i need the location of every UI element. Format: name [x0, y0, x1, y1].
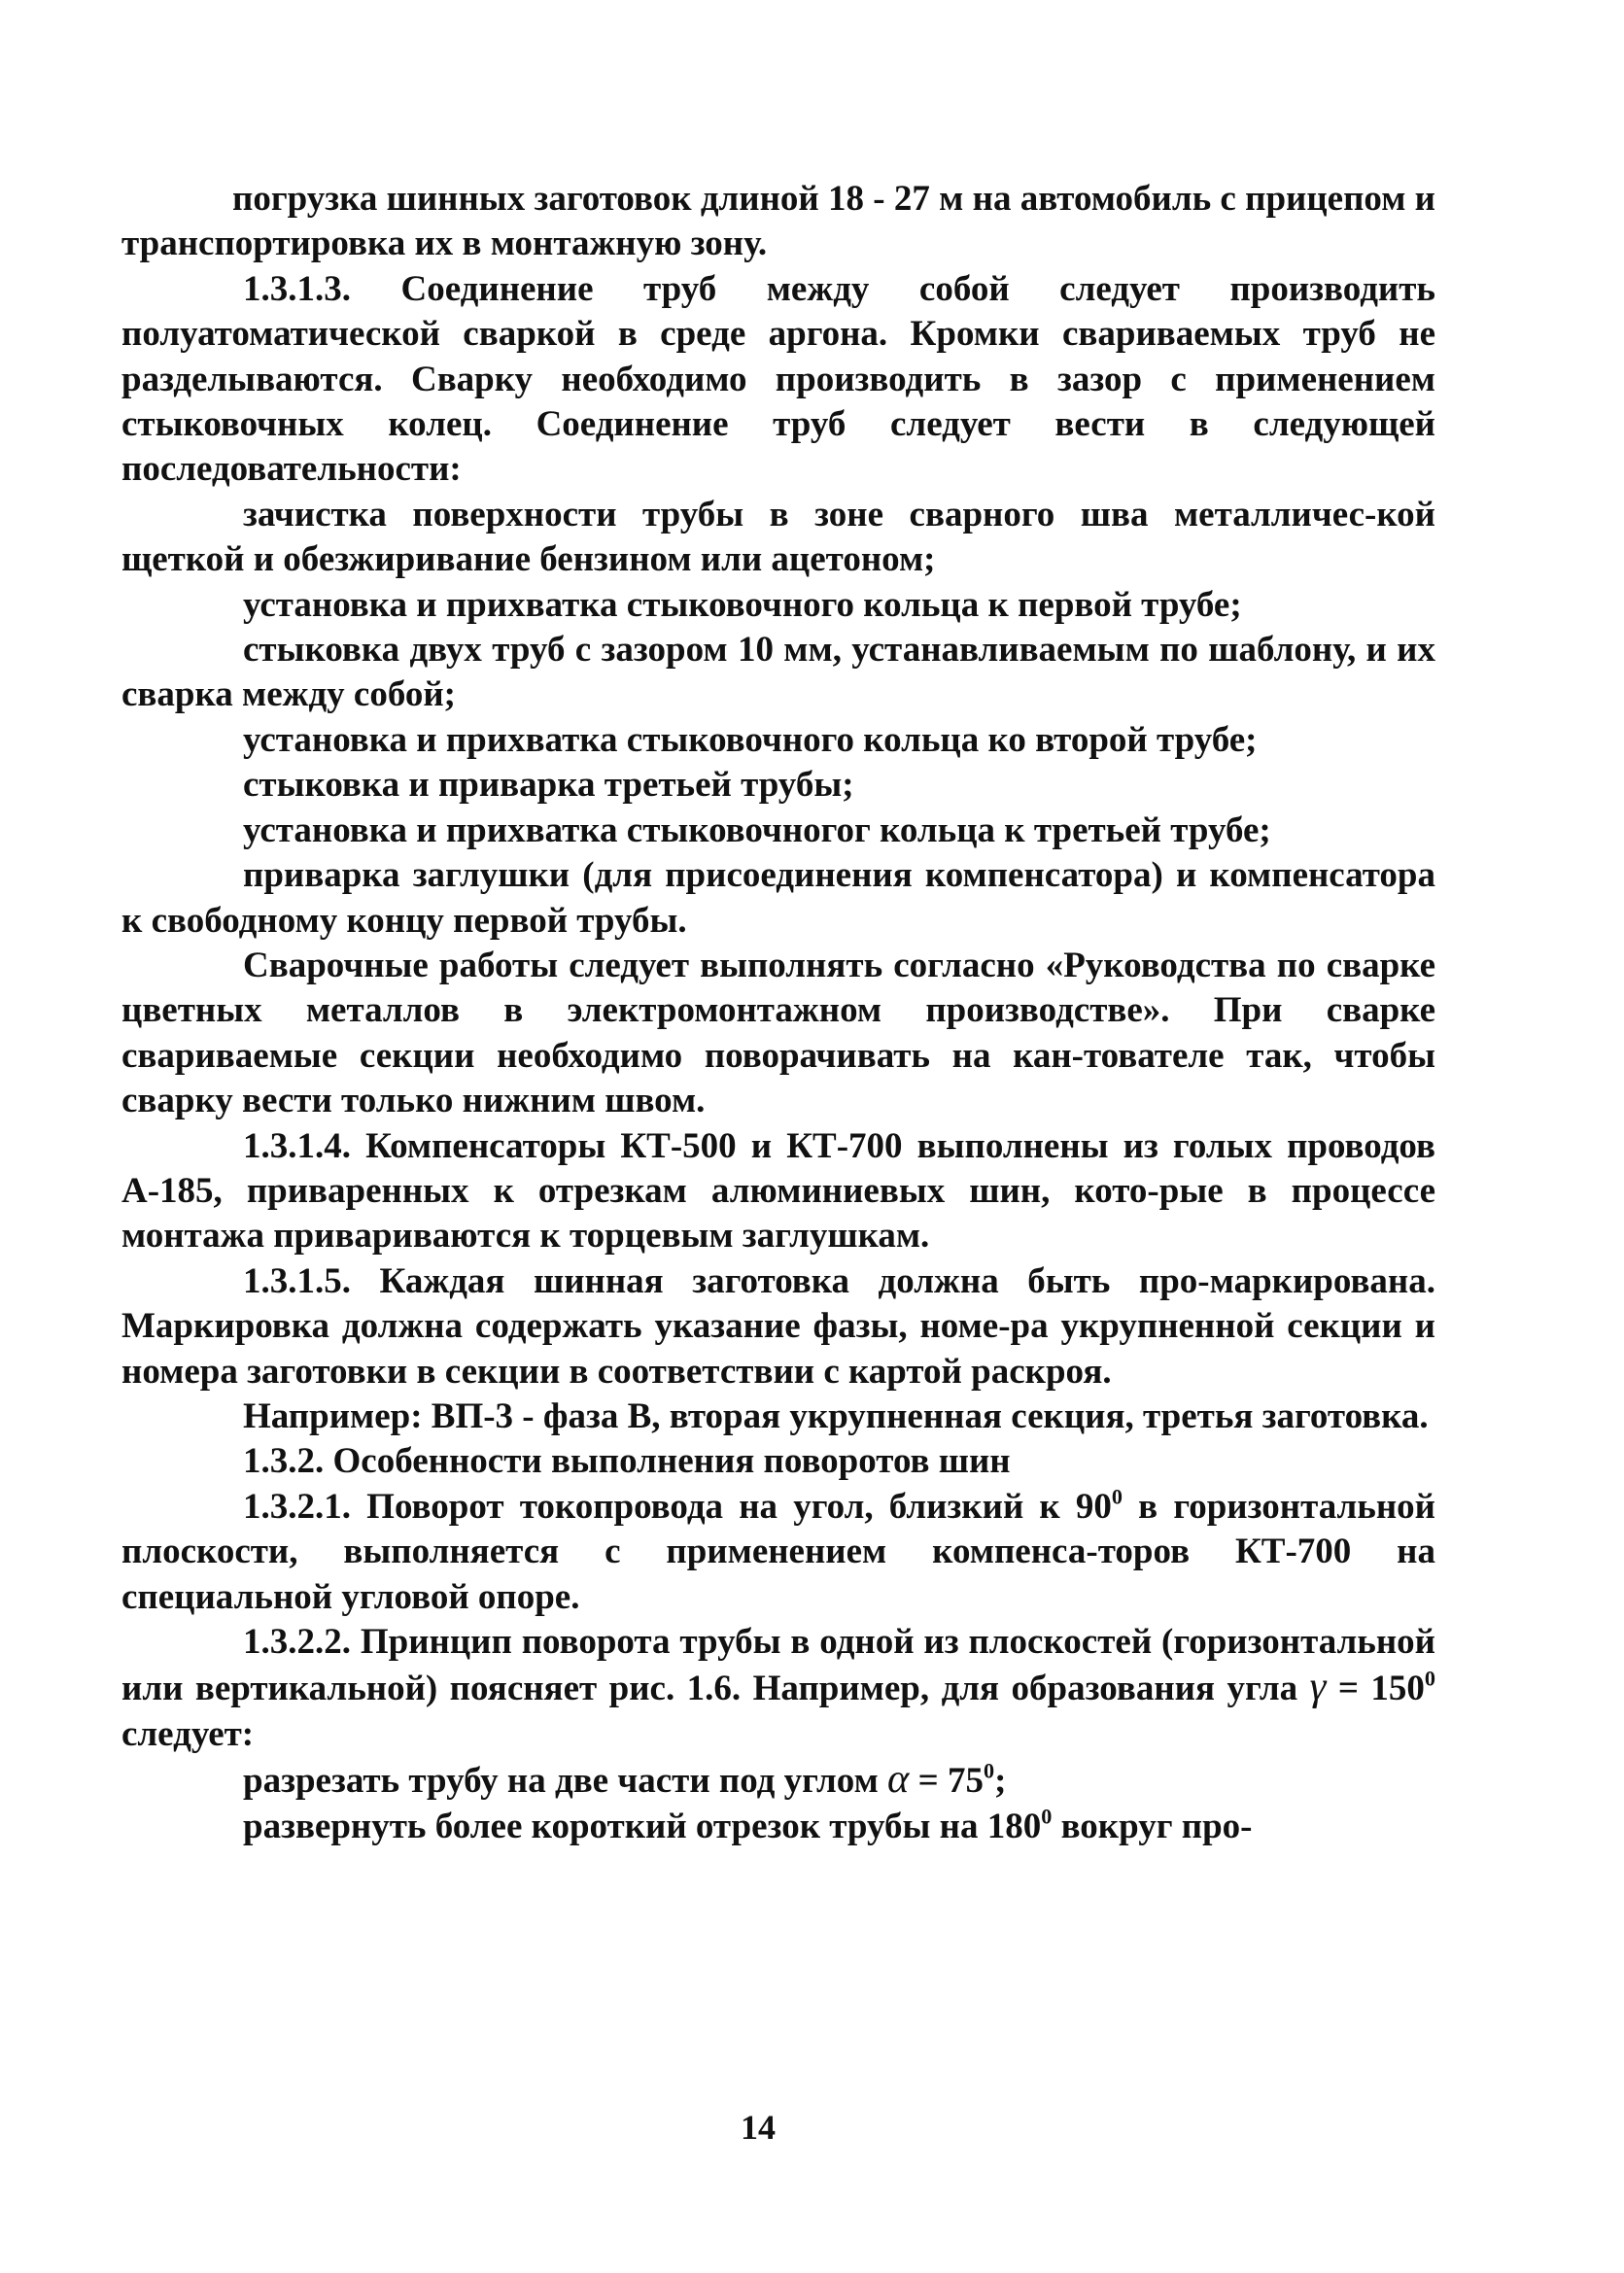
paragraph-1-3-2-2 [121, 1620, 1435, 1757]
alpha-symbol: α [887, 1756, 910, 1803]
step-rotate-segment [121, 1805, 1435, 1849]
step-cleaning: зачистка поверхности трубы в зоне сварного шва металличес-кой щеткой и обезжиривание бензином или ацетоном; [121, 494, 1435, 580]
text-run: разрезать трубу на две части под углом [243, 1761, 888, 1802]
text-run: в горизонтальной плоскости, выполняется с применением компенса-торов КТ-700 на специальной угловой опоре. [121, 1486, 1435, 1617]
text-run: ; [994, 1761, 1007, 1802]
paragraph-welding-works: Сварочные работы следует выполнять согласно «Руководства по сварке цветных металлов в электромонтажном производстве». При сварке свариваемые секции необходимо поворачивать на кан-тователе так, чтобы сварку вести только нижним швом. [121, 945, 1435, 1121]
text-run: 1.3.2.2. Принцип поворота трубы в одной из плоскостей (горизонтальной или вертикальной) поясняет рис. 1.6. Например, для образования угла [121, 1622, 1435, 1709]
text-run: следует: [121, 1713, 255, 1754]
step-ring-first-pipe: установка и прихватка стыковочного кольца к первой трубе; [243, 584, 1242, 625]
degree-superscript: 0 [1041, 1804, 1053, 1829]
paragraph-1-3-1-3: 1.3.1.3. Соединение труб между собой следует производить полуатоматической сваркой в среде аргона. Кромки свариваемых труб не разделываются. Сварку необходимо производить в зазор с применением стыковочных колец. Соединение труб следует вести в следующей последовательности: [121, 268, 1435, 490]
paragraph-loading: погрузка шинных заготовок длиной 18 - 27 м на автомобиль с прицепом и транспортировка их в монтажную зону. [121, 179, 1435, 264]
step-third-pipe: стыковка и приварка третьей трубы; [243, 765, 854, 806]
paragraph-1-3-1-5: 1.3.1.5. Каждая шинная заготовка должна быть про-маркирована. Маркировка должна содержать указание фазы, номе-ра укрупненной секции и номера заготовки в секции в соответствии с картой раскроя. [121, 1260, 1435, 1392]
body-text [121, 177, 1435, 1849]
section-heading-1-3-2: 1.3.2. Особенности выполнения поворотов шин [243, 1441, 1011, 1482]
degree-superscript: 0 [983, 1758, 995, 1783]
paragraph-example: Например: ВП-3 - фаза В, вторая укрупненная секция, третья заготовка. [243, 1395, 1429, 1436]
step-joining-two-pipes: стыковка двух труб с зазором 10 мм, устанавливаемым по шаблону, и их сварка между собой; [121, 630, 1435, 715]
paragraph-1-3-1-4: 1.3.1.4. Компенсаторы КТ-500 и КТ-700 выполнены из голых проводов А-185, приваренных к отрезкам алюминиевых шин, кото-рые в процессе монтажа привариваются к торцевым заглушкам. [121, 1125, 1435, 1257]
page-number: 14 [741, 2108, 776, 2147]
step-ring-second-pipe: установка и прихватка стыковочного кольца ко второй трубе; [243, 719, 1258, 760]
step-plug-welding: приварка заглушки (для присоединения компенсатора) и компенсатора к свободному концу первой трубы. [121, 855, 1435, 941]
degree-superscript: 0 [1424, 1666, 1435, 1691]
paragraph-1-3-2-1 [121, 1485, 1435, 1620]
text-run: = 75 [909, 1761, 984, 1802]
degree-superscript: 0 [1111, 1484, 1123, 1509]
text-run: = 150 [1326, 1669, 1425, 1709]
step-cut-pipe [121, 1757, 1435, 1804]
gamma-symbol: γ [1309, 1664, 1327, 1710]
text-run: 1.3.2.1. Поворот токопровода на угол, близкий к 90 [243, 1486, 1112, 1527]
text-run: вокруг про- [1052, 1806, 1253, 1846]
step-ring-third-pipe: установка и прихватка стыковочногог кольца к третьей трубе; [243, 809, 1271, 850]
text-run: развернуть более короткий отрезок трубы на 180 [243, 1806, 1042, 1846]
